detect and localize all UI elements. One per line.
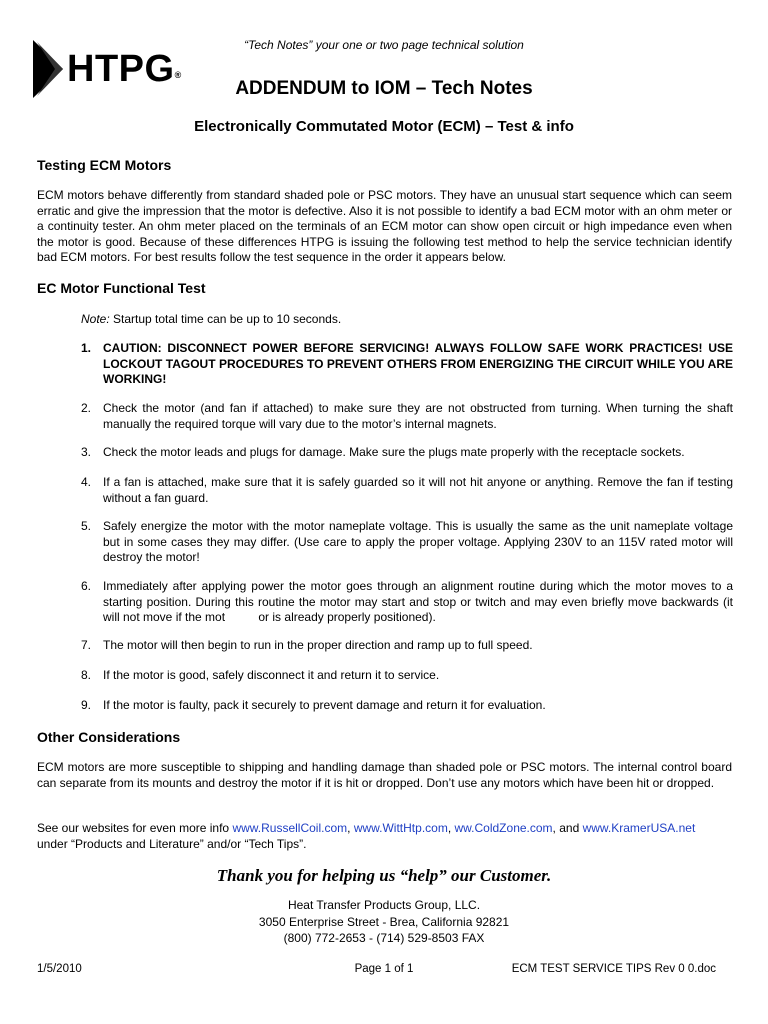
step-5: 5. Safely energize the motor with the motor nameplate voltage. This is usually the same as the unit nameplate voltage but in some cases they may differ. (Use care to apply the proper voltage. Applying 230V to an 115V rated motor will destroy the motor! [81,519,733,564]
link-kramerusa[interactable]: www.KramerUSA.net [582,821,696,835]
link-coldzone[interactable]: ww.ColdZone.com [454,821,553,835]
step-7: 7. The motor will then begin to run in the proper direction and ramp up to full speed. [81,638,533,652]
thank-you-line: Thank you for helping us “help” our Customer. [216,866,552,885]
footer-page-number: Page 1 of 1 [354,963,414,975]
step-8: 8. If the motor is good, safely disconnect it and return it to service. [81,668,440,682]
websites-paragraph: See our websites for even more info www.RussellCoil.com, www.WittHtp.com, ww.ColdZone.com, and www.KramerUSA.net under “Products and Literature” and/or “Tech Tips”. [37,821,696,851]
step-9: 9. If the motor is faulty, pack it securely to prevent damage and return it for evaluation. [81,698,546,712]
section-heading-testing: Testing ECM Motors [37,157,172,173]
company-street: 3050 Enterprise Street - Brea, California 92821 [258,915,510,929]
step-6: 6. Immediately after applying power the motor goes through an alignment routine during which the motor moves to a starting position. During this routine the motor may start and stop or twitch and may even briefly move backwards (it will not move if the mot or is already properly positioned). [81,579,737,624]
testing-paragraph: ECM motors behave differently from standard shaded pole or PSC motors. They have an unusual start sequence which can seem erratic and give the impression that the motor is defective. Also it is not possible to identify a bad ECM motor with an ohm meter or a continuity tester. An ohm meter placed on the terminals of an ECM motor can show open circuit or high impedance even when the motor is good. Because of these differences HTPG is issuing the following test method to help the service technician identify bad ECM motors. For best results follow the test sequence in the order it appears below. [37,188,732,264]
step-4: 4. If a fan is attached, make sure that it is safely guarded so it will not hit anyone or anything. Remove the fan if testing without a fan guard. [81,475,733,505]
link-russellcoil[interactable]: www.RussellCoil.com [232,821,348,835]
page-title: ADDENDUM to IOM – Tech Notes [235,78,533,99]
step-3: 3. Check the motor leads and plugs for damage. Make sure the plugs mate properly with the receptacle sockets. [81,445,685,459]
section-heading-functional-test: EC Motor Functional Test [37,280,206,296]
section-heading-other: Other Considerations [37,729,181,745]
tagline: “Tech Notes” your one or two page technical solution [244,38,524,52]
step-1: 1. CAUTION: DISCONNECT POWER BEFORE SERVICING! ALWAYS FOLLOW SAFE WORK PRACTICES! USE LOCKOUT TAGOUT PROCEDURES TO PREVENT OTHERS FROM ENERGIZING THE CIRCUIT WHILE YOU ARE WORKING! [81,341,733,386]
footer-doc-name: ECM TEST SERVICE TIPS Rev 0 0.doc [511,963,716,975]
company-name: Heat Transfer Products Group, LLC. [287,898,481,912]
startup-note: Note: Startup total time can be up to 10 seconds. [81,312,342,326]
step-2: 2. Check the motor (and fan if attached) to make sure they are not obstructed from turning. When turning the shaft manually the required torque will vary due to the motor’s internal magnets. [81,401,733,431]
footer-date: 1/5/2010 [37,963,82,975]
logo-wordmark: HTPG® [67,48,182,90]
link-witthtp[interactable]: www.WittHtp.com [353,821,448,835]
company-phone: (800) 772-2653 - (714) 529-8503 FAX [283,931,485,945]
page-subtitle: Electronically Commutated Motor (ECM) – Test & info [194,118,574,135]
other-paragraph: ECM motors are more susceptible to shipping and handling damage than shaded pole or PSC motors. The internal control board can separate from its mounts and destroy the motor if it is hit or dropped. Don’t use any motors which have been hit or dropped. [37,760,732,790]
